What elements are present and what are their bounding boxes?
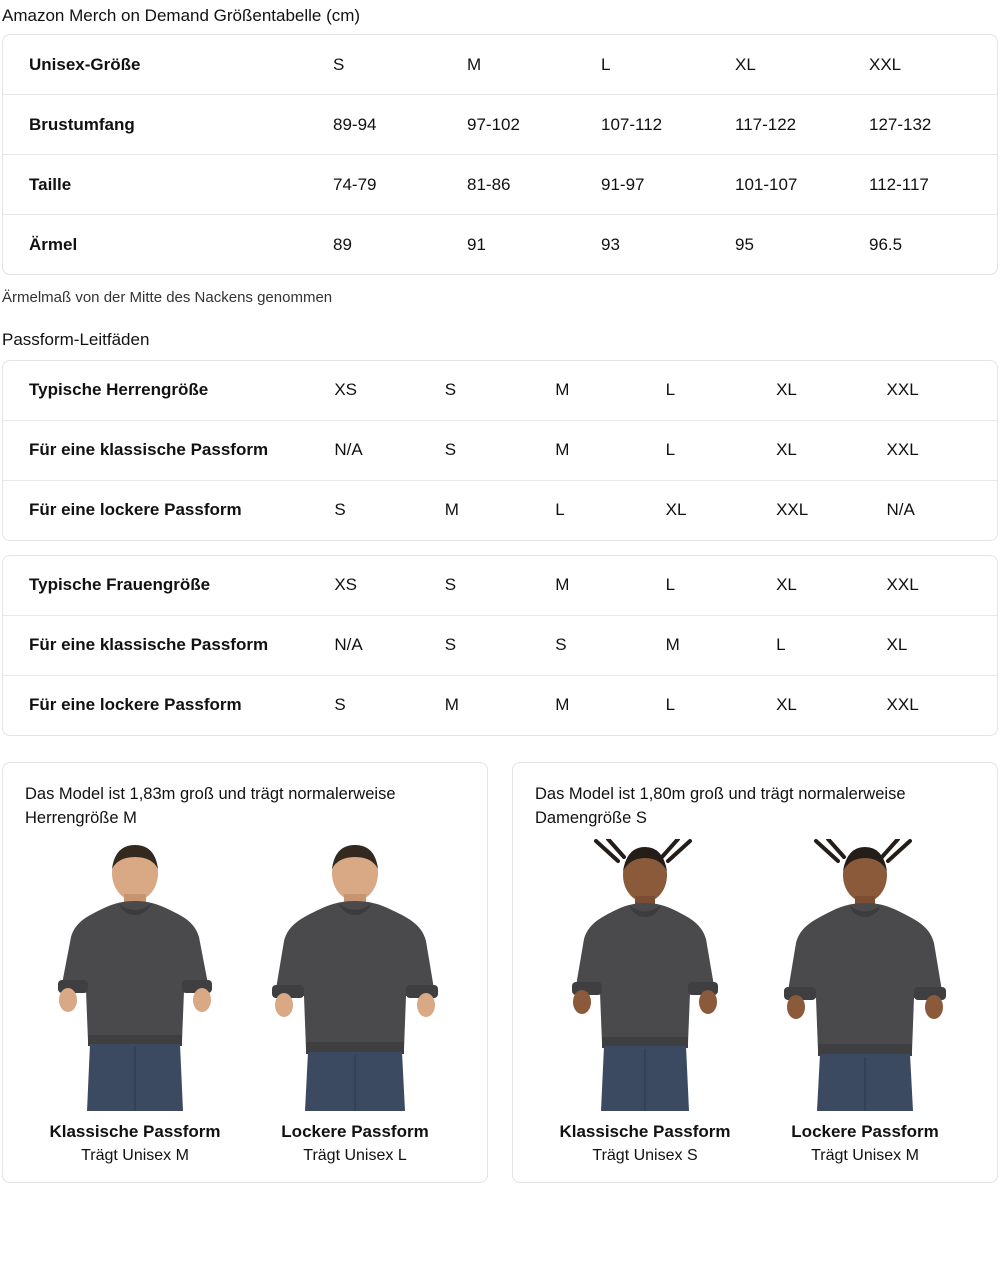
fit-title: Klassische Passform [559, 1121, 731, 1141]
row-label: Taille [3, 155, 333, 215]
fit-label-classic [25, 1119, 245, 1169]
cell: XL [776, 575, 797, 595]
cell: XL [776, 675, 886, 735]
model-figure-relaxed-female [770, 839, 960, 1111]
model-caption: Das Model ist 1,80m groß und trägt normalerweise Damengröße S [535, 784, 906, 827]
cell: M [555, 420, 665, 480]
cell: 89-94 [333, 95, 467, 155]
fit-label-relaxed [755, 1119, 975, 1169]
womens-fit-table [3, 556, 997, 735]
fit-wears: Trägt Unisex L [303, 1147, 407, 1165]
table-row [3, 615, 997, 675]
cell: XXL [886, 380, 919, 400]
female-model-relaxed-illustration [770, 839, 960, 1111]
mens-fit-table [3, 361, 997, 540]
cell: 127-132 [869, 95, 998, 155]
cell: 89 [333, 215, 467, 275]
sleeve-measurement-note: Ärmelmaß von der Mitte des Nackens genommen [2, 289, 333, 307]
mens-fit-table-card [2, 360, 998, 541]
row-label: Typische Frauengröße [29, 575, 211, 595]
cell: 74-79 [333, 155, 467, 215]
cell: 81-86 [467, 155, 601, 215]
size-table [3, 35, 998, 274]
cell: XXL [869, 54, 902, 74]
cell: 107-112 [601, 95, 735, 155]
cell: 91-97 [601, 155, 735, 215]
fit-wears: Trägt Unisex S [592, 1147, 698, 1165]
row-label: Ärmel [3, 215, 333, 275]
cell: XXL [887, 675, 997, 735]
cell: N/A [887, 480, 997, 540]
table-row [3, 155, 998, 215]
table-row [3, 420, 997, 480]
cell: S [334, 675, 444, 735]
row-label: Typische Herrengröße [29, 380, 209, 400]
fit-wears: Trägt Unisex M [811, 1147, 919, 1165]
cell: XS [334, 575, 358, 595]
table-row [3, 480, 997, 540]
cell: S [445, 615, 555, 675]
cell: 91 [467, 215, 601, 275]
cell: M [666, 615, 776, 675]
cell: XXL [887, 420, 997, 480]
cell: M [555, 380, 570, 400]
fit-label-relaxed [245, 1119, 465, 1169]
cell: XL [735, 54, 756, 74]
figure-row [25, 839, 465, 1111]
cell: S [555, 615, 665, 675]
fit-title: Lockere Passform [281, 1121, 429, 1141]
male-model-classic-illustration [40, 839, 230, 1111]
cell: S [334, 480, 444, 540]
cell: S [445, 420, 555, 480]
size-table-card [2, 34, 998, 275]
fit-label-classic [535, 1119, 755, 1169]
cell: XL [776, 420, 886, 480]
fit-guides-title: Passform-Leitfäden [2, 329, 150, 349]
row-label: Für eine klassische Passform [3, 420, 334, 480]
cell: XL [776, 380, 797, 400]
row-label: Unisex-Größe [29, 54, 141, 74]
cell: XXL [776, 480, 886, 540]
male-model-relaxed-illustration [260, 839, 450, 1111]
page-title: Amazon Merch on Demand Größentabelle (cm) [2, 6, 361, 25]
cell: S [333, 54, 345, 74]
figure-row [535, 839, 975, 1111]
cell: L [666, 675, 776, 735]
row-label: Für eine lockere Passform [3, 675, 334, 735]
cell: XL [666, 480, 776, 540]
table-row [3, 95, 998, 155]
cell: M [555, 675, 665, 735]
model-figure-classic-female [550, 839, 740, 1111]
cell: N/A [334, 420, 444, 480]
cell: 101-107 [735, 155, 869, 215]
cell: S [444, 380, 457, 400]
cell: 97-102 [467, 95, 601, 155]
fit-wears: Trägt Unisex M [81, 1147, 189, 1165]
cell: S [444, 575, 457, 595]
table-row [3, 215, 998, 275]
cell: M [445, 480, 555, 540]
cell: 117-122 [735, 95, 869, 155]
fit-label-row [535, 1119, 975, 1169]
cell: M [467, 54, 482, 74]
cell: M [445, 675, 555, 735]
cell: 112-117 [869, 155, 998, 215]
fit-title: Klassische Passform [49, 1121, 221, 1141]
cell: L [666, 420, 776, 480]
table-row [3, 361, 997, 421]
cell: XXL [886, 575, 919, 595]
cell: L [776, 615, 886, 675]
model-card-male [2, 762, 488, 1183]
cell: L [665, 380, 676, 400]
cell: 96.5 [869, 215, 998, 275]
table-row [3, 675, 997, 735]
cell: L [665, 575, 676, 595]
cell: L [601, 54, 611, 74]
fit-label-row [25, 1119, 465, 1169]
cell: N/A [334, 615, 444, 675]
cell: 93 [601, 215, 735, 275]
womens-fit-table-card [2, 555, 998, 736]
cell: M [555, 575, 570, 595]
table-row [3, 556, 997, 616]
row-label: Brustumfang [3, 95, 333, 155]
model-caption: Das Model ist 1,83m groß und trägt normalerweise Herrengröße M [25, 784, 396, 827]
model-figure-relaxed-male [260, 839, 450, 1111]
model-cards [2, 762, 998, 1183]
row-label: Für eine klassische Passform [3, 615, 334, 675]
fit-title: Lockere Passform [791, 1121, 939, 1141]
cell: XL [887, 615, 997, 675]
row-label: Für eine lockere Passform [3, 480, 334, 540]
female-model-classic-illustration [550, 839, 740, 1111]
table-row [3, 35, 998, 95]
cell: XS [334, 380, 358, 400]
cell: L [555, 480, 665, 540]
cell: 95 [735, 215, 869, 275]
model-card-female [512, 762, 998, 1183]
model-figure-classic-male [40, 839, 230, 1111]
